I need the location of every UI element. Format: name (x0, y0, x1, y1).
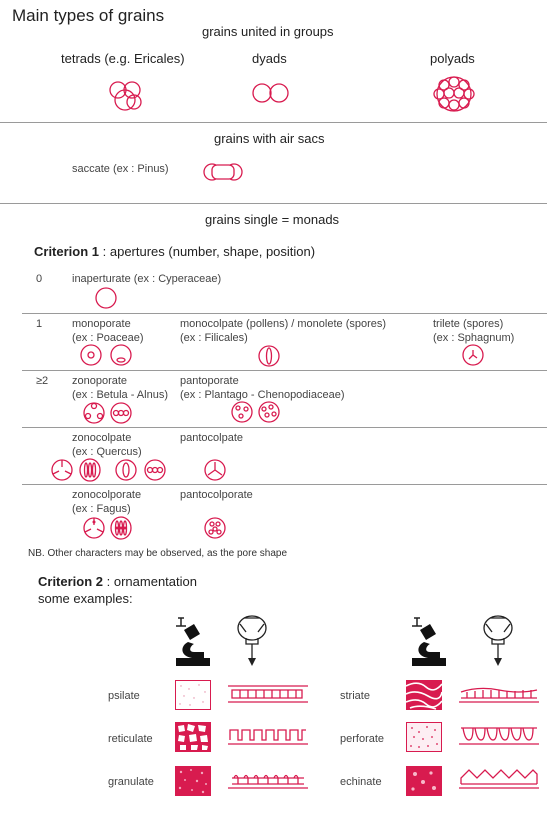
granulate-section-icon (228, 770, 308, 790)
saccate-grain-icon (202, 160, 246, 186)
zonoporate-grain-icon (82, 401, 108, 427)
polyads-label: polyads (430, 51, 475, 66)
perforate-label: perforate (340, 733, 385, 745)
microscope-icon (170, 616, 216, 668)
zonocolpate-side-icon (78, 458, 104, 484)
arrow-down-icon (494, 658, 502, 666)
perforate-section-icon (459, 726, 539, 746)
eye-view-icon (476, 614, 520, 670)
polyad-grain-icon (430, 75, 480, 115)
row-number: 0 (36, 273, 43, 285)
zonoporate-label: zonoporate (ex : Betula - Alnus) (72, 375, 168, 401)
echinate-label: echinate (340, 776, 382, 788)
monoporate-label: monoporate (ex : Poaceae) (72, 318, 144, 344)
psilate-texture-icon (175, 680, 211, 710)
eye-view-icon (230, 614, 274, 670)
row-number: ≥2 (36, 375, 49, 387)
divider (22, 313, 547, 314)
saccate-label: saccate (ex : Pinus) (72, 163, 169, 175)
zonocolporate-grain-icon (82, 516, 108, 542)
monoporate-side-icon (110, 344, 136, 368)
page-title: Main types of grains (12, 6, 165, 25)
striate-section-icon (459, 684, 539, 704)
monocolpate-grain-icon (258, 344, 282, 370)
criterion1-text: : apertures (number, shape, position) (102, 244, 316, 259)
divider (22, 427, 547, 428)
criterion2-heading (38, 575, 197, 590)
groups-heading: grains united in groups (202, 24, 334, 39)
granulate-label: granulate (108, 776, 154, 788)
pantoporate-label: pantoporate (ex : Plantago - Chenopodiaceae) (180, 375, 345, 401)
zonocolpate-ellipse-icon (114, 458, 140, 484)
tetrad-grain-icon (106, 78, 146, 118)
criterion2-text: : ornamentation (106, 574, 197, 589)
divider (0, 122, 547, 123)
psilate-label: psilate (108, 690, 140, 702)
criterion1-heading (34, 245, 315, 260)
dyads-label: dyads (252, 51, 287, 66)
microscope-icon (406, 616, 452, 668)
arrow-down-icon (248, 658, 256, 666)
pantocolpate-label: pantocolpate (180, 432, 243, 444)
perforate-texture-icon (406, 722, 442, 752)
note-text: NB. Other characters may be observed, as the pore shape (28, 548, 288, 559)
striate-label: striate (340, 690, 370, 702)
tetrads-label: tetrads (e.g. Ericales) (61, 51, 185, 66)
zonoporate-side-icon (109, 401, 137, 427)
monocolpate-label: monocolpate (pollens) / monolete (spores) (ex : Filicales) (180, 318, 387, 344)
criterion1-label: Criterion 1 (34, 244, 100, 259)
psilate-section-icon (228, 684, 308, 704)
pantoporate-grain-icon (230, 400, 256, 426)
monads-heading: grains single = monads (205, 212, 340, 227)
pantoporate-side-icon (257, 400, 283, 426)
zonocolpate-label: zonocolpate (ex : Quercus) (72, 432, 142, 458)
inaperturate-label: inaperturate (ex : Cyperaceae) (72, 273, 222, 285)
zonocolpate-grain-icon (50, 458, 76, 484)
pantocolpate-grain-icon (203, 458, 229, 484)
pantocolporate-grain-icon (203, 516, 229, 542)
divider (0, 203, 547, 204)
reticulate-label: reticulate (108, 733, 153, 745)
inaperturate-grain-icon (95, 287, 119, 311)
row-number: 1 (36, 318, 43, 330)
reticulate-section-icon (228, 726, 308, 746)
trilete-label: trilete (spores) (ex : Sphagnum) (433, 318, 515, 344)
pantocolporate-label: pantocolporate (180, 489, 253, 501)
dyad-grain-icon (251, 80, 291, 110)
zonocolporate-side-icon (109, 516, 135, 542)
echinate-texture-icon (406, 766, 442, 796)
monoporate-grain-icon (80, 344, 106, 368)
zonocolporate-label: zonocolporate (ex : Fagus) (72, 489, 142, 515)
criterion2-label: Criterion 2 (38, 574, 104, 589)
divider (22, 484, 547, 485)
criterion2-subheading: some examples: (38, 591, 133, 606)
echinate-section-icon (459, 768, 539, 790)
divider (22, 370, 547, 371)
zonocolpate-polar-icon (143, 458, 171, 484)
trilete-spore-icon (462, 344, 486, 368)
striate-texture-icon (406, 680, 442, 710)
air-sacs-heading: grains with air sacs (214, 131, 325, 146)
granulate-texture-icon (175, 766, 211, 796)
reticulate-texture-icon (175, 722, 211, 752)
